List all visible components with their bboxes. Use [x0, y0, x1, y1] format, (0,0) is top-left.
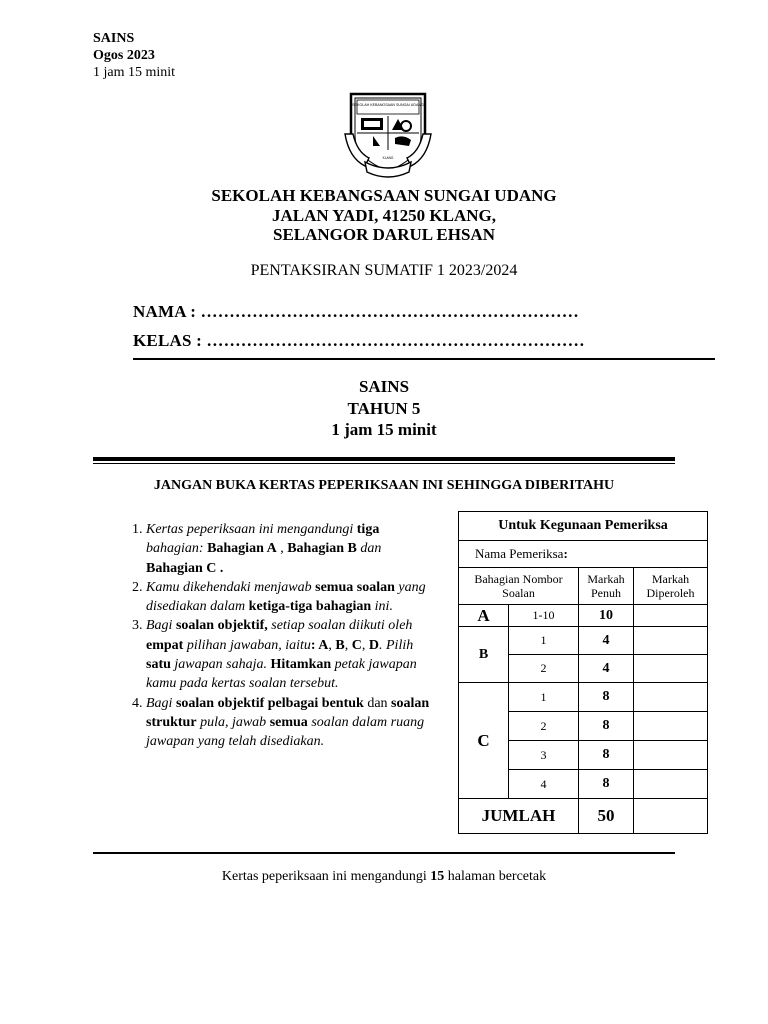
- mark-obtained: [634, 627, 708, 655]
- examiner-name-label: Nama Pemeriksa: [475, 546, 564, 561]
- divider: [93, 463, 675, 464]
- question-number: 1: [509, 627, 579, 655]
- question-number: 1-10: [509, 605, 579, 627]
- instruction-item: 2. Kamu dikehendaki menjawab semua soalan yang disediakan dalam ketiga-tiga bahagian ini.: [146, 578, 432, 617]
- name-field: NAMA : …………………………………………………………: [133, 302, 579, 321]
- examiner-name-row: Nama Pemeriksa:: [459, 541, 708, 568]
- mark-obtained: [634, 605, 708, 627]
- question-number: 2: [509, 655, 579, 683]
- header-subject: SAINS: [93, 31, 135, 46]
- paper-year: TAHUN 5: [347, 398, 421, 418]
- mark-obtained: [634, 712, 708, 741]
- header-date: Ogos 2023: [93, 48, 155, 63]
- full-mark: 8: [579, 683, 634, 712]
- full-mark: 8: [579, 712, 634, 741]
- question-number: 3: [509, 741, 579, 770]
- school-crest-icon: [343, 88, 433, 180]
- school-state: SELANGOR DARUL EHSAN: [273, 225, 495, 244]
- full-mark: 4: [579, 655, 634, 683]
- section-label: C: [459, 683, 509, 799]
- column-header: Bahagian Nombor Soalan: [459, 568, 579, 605]
- full-mark: 8: [579, 741, 634, 770]
- examiner-table: [458, 511, 708, 834]
- mark-obtained: [634, 655, 708, 683]
- section-label: B: [459, 627, 509, 683]
- examiner-table-title: Untuk Kegunaan Pemeriksa: [459, 512, 708, 541]
- mark-obtained: [634, 741, 708, 770]
- paper-subject: SAINS: [358, 377, 410, 396]
- instruction-item: 1. Kertas peperiksaan ini mengandungi tiga bahagian: Bahagian A , Bahagian B dan Bahagian C .: [146, 520, 432, 578]
- question-number: 1: [509, 683, 579, 712]
- paper-info: [0, 376, 768, 441]
- question-number: 4: [509, 770, 579, 799]
- question-number: 2: [509, 712, 579, 741]
- divider: [133, 358, 715, 360]
- header-duration: 1 jam 15 minit: [93, 65, 176, 80]
- mark-obtained: [634, 770, 708, 799]
- section-label: A: [459, 605, 509, 627]
- instruction-item: 3. Bagi soalan objektif, setiap soalan diikuti oleh empat pilihan jawaban, iaitu: A, B, C, D. Pilih satu jawapan sahaja. Hitamkan petak jawapan kamu pada kertas soalan tersebut.: [146, 616, 432, 693]
- full-mark: 4: [579, 627, 634, 655]
- school-name: SEKOLAH KEBANGSAAN SUNGAI UDANG: [211, 186, 557, 205]
- svg-text:SEKOLAH KEBANGSAAN SUNGAI UDAN: SEKOLAH KEBANGSAAN SUNGAI UDANG: [352, 103, 424, 107]
- total-value: 50: [579, 799, 634, 834]
- mark-obtained: [634, 683, 708, 712]
- full-mark: 8: [579, 770, 634, 799]
- school-address: [0, 186, 768, 245]
- instruction-item: 4. Bagi soalan objektif pelbagai bentuk dan soalan struktur pula, jawab semua soalan dalam ruang jawapan yang telah disediakan.: [146, 694, 432, 752]
- page-count-note: Kertas peperiksaan ini mengandungi 15 halaman bercetak: [221, 869, 547, 884]
- svg-text:KLANG: KLANG: [382, 156, 394, 160]
- full-mark: 10: [579, 605, 634, 627]
- paper-duration: 1 jam 15 minit: [331, 420, 437, 439]
- column-header: Markah Penuh: [579, 568, 634, 605]
- assessment-title: PENTAKSIRAN SUMATIF 1 2023/2024: [250, 262, 518, 279]
- total-label: JUMLAH: [459, 799, 579, 834]
- class-field: KELAS : …………………………………………………………: [133, 331, 585, 350]
- divider: [93, 852, 675, 854]
- total-obtained: [634, 799, 708, 834]
- paper-header: [93, 30, 175, 81]
- warning-notice: JANGAN BUKA KERTAS PEPERIKSAAN INI SEHINGGA DIBERITAHU: [153, 478, 615, 493]
- instructions: [122, 520, 432, 752]
- school-street: JALAN YADI, 41250 KLANG,: [271, 205, 496, 225]
- divider: [93, 457, 675, 461]
- column-header: Markah Diperoleh: [634, 568, 708, 605]
